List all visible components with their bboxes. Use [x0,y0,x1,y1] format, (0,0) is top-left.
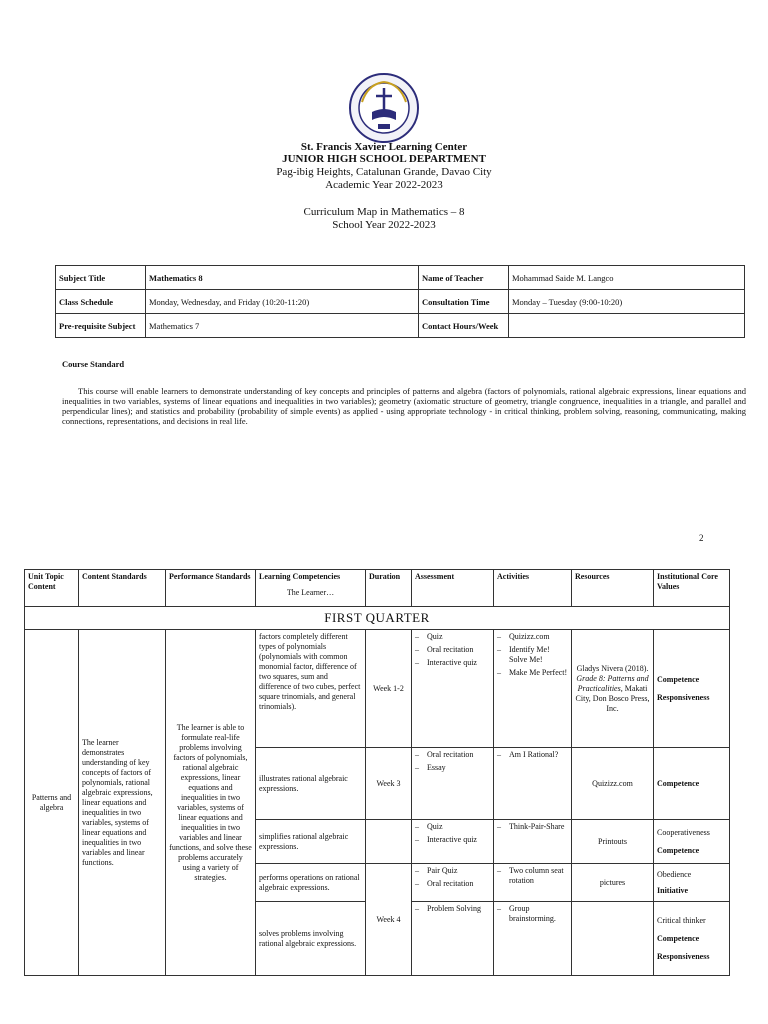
activity-item: – Make Me Perfect! [497,668,568,678]
curriculum-map-table [24,569,730,976]
school-seal-logo [348,72,420,144]
subject-info-table [55,265,745,338]
page-number: 2 [699,533,704,543]
contact-hours-label: Contact Hours/Week [419,314,509,338]
assessment-item: – Oral recitation [415,879,490,889]
core-value: Initiative [657,885,689,895]
department-name: JUNIOR HIGH SCHOOL DEPARTMENT [282,153,486,165]
course-standard-body: This course will enable learners to demonstrate understanding of key concepts and principles of patterns and algebra (factors of polynomials, rational algebraic expressions, linear equations and inequalities in two variables, systems of linear equations and inequalities in two variables); geometry (axiomatic structure of geometry, triangle congruence, inequalities in a triangle, and parallel and perpendicular lines); and statistics and probability (probability of simple events) as applied - using appropriate technology - in critical thinking, problem solving, reasoning, communicating, making connections, representations, and decisions in real life. [62,386,746,426]
activity-item: – Think-Pair-Share [497,822,568,832]
competency-1: factors completely different types of polynomials (polynomials with common monomial factor, difference of two squares, sum and difference of two cubes, perfect square trinomials, and general trinomials). [256,630,366,748]
assessment-item: – Essay [415,763,490,773]
assessment-3 [412,820,494,864]
col-assessment: Assessment [412,570,494,607]
content-standard: The learner demonstrates understanding of key concepts of factors of polynomials, rational algebraic expressions, linear equations and inequalities in two variables, systems of linear equations and inequalities in two variables and linear functions. [79,630,166,976]
col-activities: Activities [494,570,572,607]
school-address: Pag-ibig Heights, Catalunan Grande, Davao City [276,166,492,178]
assessment-4 [412,864,494,902]
col-performance-standards: Performance Standards [166,570,256,607]
core-value: Obedience [657,869,692,879]
activities-2 [494,748,572,820]
contact-hours-value [509,314,745,338]
core-value: Cooperativeness [657,827,710,837]
assessment-item: – Problem Solving [415,904,490,914]
activity-item: – Identify Me! Solve Me! [497,645,568,665]
col-learning-competencies-sub: The Learner… [286,588,335,597]
assessment-item: – Oral recitation [415,645,490,655]
consultation-label: Consultation Time [419,290,509,314]
resource-2: Quizizz.com [572,748,654,820]
school-name: St. Francis Xavier Learning Center [300,141,468,153]
competency-3: simplifies rational algebraic expressions. [256,820,366,864]
performance-standard: The learner is able to formulate real-life problems involving factors of polynomials, rational algebraic expressions, linear equations and inequalities in two variables, systems of linear equations and inequalities in two variables and linear functions, and solve these problems accurately using a variety of strategies. [166,630,256,976]
subject-title-value: Mathematics 8 [146,266,419,290]
resource-book-title: Grade 8: Patterns and Practicalities, [576,673,649,693]
activities-5 [494,902,572,976]
competency-4: performs operations on rational algebraic expressions. [256,864,366,902]
resource-book-author: Gladys Nivera (2018). [576,663,649,673]
resource-book [572,630,654,748]
duration-1: Week 1-2 [366,630,412,748]
assessment-item: – Pair Quiz [415,866,490,876]
col-unit: Unit Topic Content [25,570,79,607]
prereq-label: Pre-requisite Subject [56,314,146,338]
activities-1 [494,630,572,748]
activity-item: – Quizizz.com [497,632,568,642]
core-values-4 [654,864,730,902]
subject-title-label: Subject Title [56,266,146,290]
assessment-item: – Quiz [415,822,490,832]
col-core-values: Institutional Core Values [654,570,730,607]
competency-5: solves problems involving rational algebraic expressions. [256,902,366,976]
consultation-value: Monday – Tuesday (9:00-10:20) [509,290,745,314]
schedule-value: Monday, Wednesday, and Friday (10:20-11:20) [146,290,419,314]
assessment-item: – Oral recitation [415,750,490,760]
duration-2: Week 3 [366,748,412,820]
core-values-5 [654,902,730,976]
activity-item: – Am I Rational? [497,750,568,760]
col-resources: Resources [572,570,654,607]
col-content-standards: Content Standards [79,570,166,607]
quarter-heading: FIRST QUARTER [25,607,730,630]
teacher-label: Name of Teacher [419,266,509,290]
core-value: Responsiveness [657,692,710,702]
activity-item: – Group brainstorming. [497,904,568,924]
academic-year: Academic Year 2022-2023 [325,179,443,191]
assessment-item: – Interactive quiz [415,658,490,668]
resource-4: pictures [572,864,654,902]
assessment-1 [412,630,494,748]
core-value: Competence [654,748,730,820]
teacher-value: Mohammad Saide M. Langco [509,266,745,290]
duration-4: Week 4 [366,864,412,976]
assessment-5 [412,902,494,976]
core-values-3 [654,820,730,864]
resource-3: Printouts [572,820,654,864]
competency-2: illustrates rational algebraic expressions. [256,748,366,820]
core-value: Competence [657,674,700,684]
unit-topic: Patterns and algebra [25,630,79,976]
core-value: Responsiveness [657,951,710,961]
col-learning-competencies [256,570,366,607]
prereq-value: Mathematics 7 [146,314,419,338]
assessment-2 [412,748,494,820]
duration-3-empty [366,820,412,864]
core-value: Competence [657,845,700,855]
core-value: Critical thinker [657,915,706,925]
resource-5-empty [572,902,654,976]
activities-3 [494,820,572,864]
resource-book-publisher: Makati City, Don Bosco Press, Inc. [575,683,650,713]
course-standard-title: Course Standard [62,359,125,369]
core-value: Competence [657,933,700,943]
assessment-item: – Interactive quiz [415,835,490,845]
col-learning-competencies-title: Learning Competencies [259,572,341,581]
schedule-label: Class Schedule [56,290,146,314]
activity-item: – Two column seat rotation [497,866,568,886]
core-values-1 [654,630,730,748]
assessment-item: – Quiz [415,632,490,642]
curriculum-map-title: Curriculum Map in Mathematics – 8 [303,206,465,218]
school-year: School Year 2022-2023 [332,219,436,231]
col-duration: Duration [366,570,412,607]
activities-4 [494,864,572,902]
